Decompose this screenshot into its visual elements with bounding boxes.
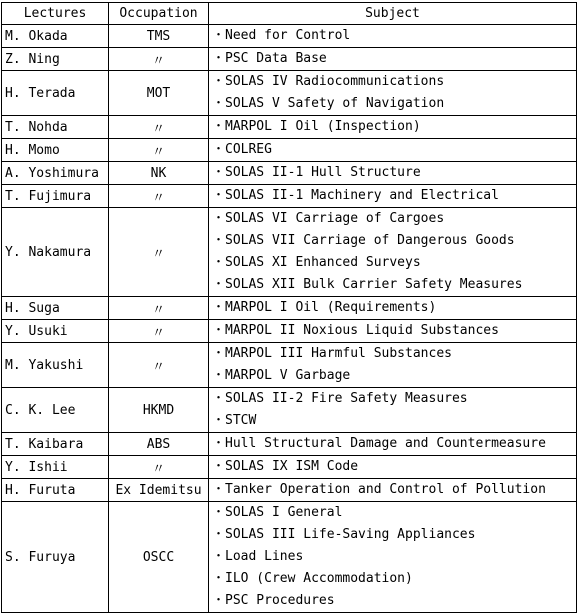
subject-cell: [209, 208, 577, 297]
table-row: [2, 139, 577, 162]
subject-item: ・SOLAS II-1 Machinery and Electrical: [212, 188, 499, 203]
subject-item: ・Need for Control: [212, 28, 351, 43]
lecturer-cell: Y. Usuki: [2, 320, 109, 343]
table-row: [2, 162, 577, 185]
occupation-cell: MOT: [109, 71, 209, 116]
subject-cell: [209, 185, 577, 208]
subject-cell: [209, 297, 577, 320]
occupation-cell: 〃: [109, 116, 209, 139]
occupation-cell: TMS: [109, 25, 209, 48]
subject-item: ・MARPOL I Oil (Inspection): [212, 119, 421, 134]
subject-cell: [209, 502, 577, 613]
subject-item: ・Tanker Operation and Control of Pollution: [212, 482, 546, 497]
occupation-cell: Ex Idemitsu: [109, 479, 209, 502]
subject-item: ・STCW: [212, 413, 257, 428]
subject-item: ・MARPOL III Harmful Substances: [212, 346, 452, 361]
table-row: [2, 25, 577, 48]
lecturer-cell: H. Terada: [2, 71, 109, 116]
lecturer-cell: H. Momo: [2, 139, 109, 162]
subject-cell: [209, 25, 577, 48]
subject-item: ・SOLAS III Life-Saving Appliances: [212, 527, 476, 542]
subject-item: ・SOLAS XII Bulk Carrier Safety Measures: [212, 277, 523, 292]
table-row: [2, 433, 577, 456]
subject-item: ・ILO (Crew Accommodation): [212, 571, 413, 586]
subject-item: ・MARPOL I Oil (Requirements): [212, 300, 437, 315]
occupation-cell: NK: [109, 162, 209, 185]
lecturer-cell: Z. Ning: [2, 48, 109, 71]
lecturer-cell: S. Furuya: [2, 502, 109, 613]
lecturer-cell: H. Furuta: [2, 479, 109, 502]
subject-item: ・SOLAS IX ISM Code: [212, 459, 359, 474]
subject-item: ・SOLAS IV Radiocommunications: [212, 74, 445, 89]
subject-cell: [209, 48, 577, 71]
subject-cell: [209, 162, 577, 185]
subject-cell: [209, 433, 577, 456]
occupation-cell: 〃: [109, 456, 209, 479]
subject-item: ・PSC Data Base: [212, 51, 327, 66]
table-row: [2, 343, 577, 388]
lecturer-cell: T. Nohda: [2, 116, 109, 139]
subject-cell: [209, 116, 577, 139]
table-row: [2, 479, 577, 502]
table-row: [2, 71, 577, 116]
subject-cell: [209, 139, 577, 162]
table-row: [2, 388, 577, 433]
lecturer-cell: C. K. Lee: [2, 388, 109, 433]
header-lecturer: Lectures: [2, 3, 109, 25]
lecturer-cell: Y. Ishii: [2, 456, 109, 479]
subject-item: ・COLREG: [212, 142, 272, 157]
subject-item: ・Hull Structural Damage and Countermeasure: [212, 436, 546, 451]
header-row: [2, 3, 577, 25]
table-row: [2, 502, 577, 613]
lecturer-cell: T. Fujimura: [2, 185, 109, 208]
subject-cell: [209, 456, 577, 479]
subject-item: ・SOLAS VII Carriage of Dangerous Goods: [212, 233, 515, 248]
subject-cell: [209, 479, 577, 502]
subject-item: ・MARPOL II Noxious Liquid Substances: [212, 323, 499, 338]
occupation-cell: 〃: [109, 48, 209, 71]
table-row: [2, 208, 577, 297]
occupation-cell: 〃: [109, 185, 209, 208]
occupation-cell: 〃: [109, 343, 209, 388]
lecturer-cell: H. Suga: [2, 297, 109, 320]
occupation-cell: 〃: [109, 320, 209, 343]
occupation-cell: 〃: [109, 139, 209, 162]
subject-item: ・SOLAS II-2 Fire Safety Measures: [212, 391, 468, 406]
lecturer-cell: A. Yoshimura: [2, 162, 109, 185]
subject-cell: [209, 343, 577, 388]
lecturer-cell: M. Yakushi: [2, 343, 109, 388]
table-row: [2, 320, 577, 343]
occupation-cell: OSCC: [109, 502, 209, 613]
subject-item: ・PSC Procedures: [212, 593, 335, 608]
occupation-cell: 〃: [109, 297, 209, 320]
lecturer-cell: T. Kaibara: [2, 433, 109, 456]
table-row: [2, 297, 577, 320]
lecture-schedule-table: [1, 2, 577, 613]
table-body: [2, 25, 577, 613]
subject-item: ・SOLAS V Safety of Navigation: [212, 96, 445, 111]
subject-item: ・SOLAS II-1 Hull Structure: [212, 165, 421, 180]
subject-item: ・MARPOL V Garbage: [212, 368, 351, 383]
subject-cell: [209, 388, 577, 433]
subject-item: ・SOLAS XI Enhanced Surveys: [212, 255, 421, 270]
occupation-cell: HKMD: [109, 388, 209, 433]
subject-cell: [209, 320, 577, 343]
header-occupation: Occupation: [109, 3, 209, 25]
subject-item: ・SOLAS I General: [212, 505, 343, 520]
occupation-cell: 〃: [109, 208, 209, 297]
lecturer-cell: M. Okada: [2, 25, 109, 48]
table-row: [2, 456, 577, 479]
occupation-cell: ABS: [109, 433, 209, 456]
lecturer-cell: Y. Nakamura: [2, 208, 109, 297]
table-row: [2, 48, 577, 71]
table-row: [2, 185, 577, 208]
table-row: [2, 116, 577, 139]
subject-item: ・Load Lines: [212, 549, 304, 564]
header-subject: Subject: [209, 3, 577, 25]
subject-cell: [209, 71, 577, 116]
subject-item: ・SOLAS VI Carriage of Cargoes: [212, 211, 445, 226]
